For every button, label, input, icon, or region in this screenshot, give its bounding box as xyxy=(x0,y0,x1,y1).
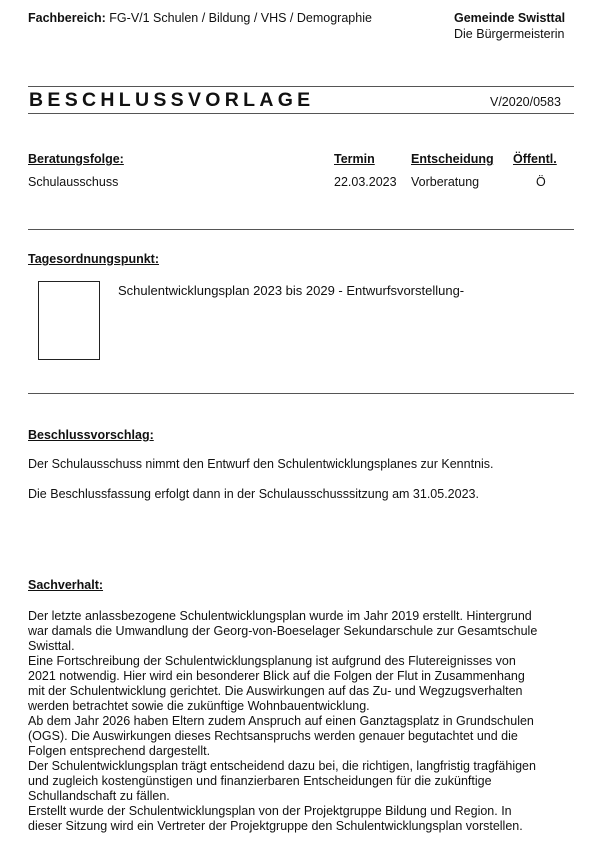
agenda-item-text: Schulentwicklungsplan 2023 bis 2029 - Entwurfsvorstellung- xyxy=(118,283,465,298)
consultation-body: Schulausschuss xyxy=(28,175,119,189)
section-divider-2 xyxy=(28,393,574,394)
consultation-header-decision: Entscheidung xyxy=(411,152,494,166)
agenda-number-box xyxy=(38,281,100,360)
department-label: Fachbereich: xyxy=(28,11,106,25)
section-divider-1 xyxy=(28,229,574,230)
document-title: BESCHLUSSVORLAGE xyxy=(29,89,315,111)
resolution-proposal-heading: Beschlussvorschlag: xyxy=(28,428,154,442)
title-rule-bottom xyxy=(28,113,574,114)
facts-line: werden betrachtet sowie die zukünftige Wohnbauentwicklung. xyxy=(28,699,370,713)
facts-line: und zugleich kostengünstigen und finanzierbaren Entscheidungen für die zukünftige xyxy=(28,774,492,788)
consultation-public: Ö xyxy=(536,175,546,189)
department-value: FG-V/1 Schulen / Bildung / VHS / Demographie xyxy=(109,11,372,25)
agenda-item-heading: Tagesordnungspunkt: xyxy=(28,252,160,266)
document-number: V/2020/0583 xyxy=(490,95,561,109)
facts-line: 2021 notwendig. Hier wird ein besonderer Blick auf die Folgen der Flut in Zusammenhang xyxy=(28,669,525,683)
facts-line: Der Schulentwicklungsplan trägt entscheidend dazu bei, die richtigen, langfristig tragfähigen xyxy=(28,759,536,773)
consultation-decision: Vorberatung xyxy=(411,175,480,189)
consultation-header-public: Öffentl. xyxy=(513,152,557,166)
facts-line: Eine Fortschreibung der Schulentwicklungsplanung ist aufgrund des Flutereignisses von xyxy=(28,654,516,668)
resolution-paragraph-1: Der Schulausschuss nimmt den Entwurf den Schulentwicklungsplanes zur Kenntnis. xyxy=(28,457,494,471)
facts-heading: Sachverhalt: xyxy=(28,578,104,592)
facts-line: (OGS). Die Auswirkungen dieses Rechtsanspruchs werden genauer begutachtet und die xyxy=(28,729,518,743)
facts-line: Swisttal. xyxy=(28,639,75,653)
facts-line: war damals die Umwandlung der Georg-von-Boeselager Sekundarschule zur Gesamtschule xyxy=(28,624,538,638)
consultation-header-date: Termin xyxy=(334,152,375,166)
facts-line: dieser Sitzung wird ein Vertreter der Projektgruppe den Schulentwicklungsplan vorstellen. xyxy=(28,819,523,833)
facts-line: Folgen entsprechend dargestellt. xyxy=(28,744,211,758)
mayor-label: Die Bürgermeisterin xyxy=(454,27,565,41)
facts-line: Ab dem Jahr 2026 haben Eltern zudem Anspruch auf einen Ganztagsplatz in Grundschulen xyxy=(28,714,534,728)
facts-line: Der letzte anlassbezogene Schulentwicklungsplan wurde im Jahr 2019 erstellt. Hintergrund xyxy=(28,609,532,623)
title-rule-top xyxy=(28,86,574,87)
facts-body xyxy=(28,609,537,834)
department-line xyxy=(28,11,372,25)
resolution-paragraph-2: Die Beschlussfassung erfolgt dann in der Schulausschusssitzung am 31.05.2023. xyxy=(28,487,479,501)
consultation-header-sequence: Beratungsfolge: xyxy=(28,152,124,166)
municipality-name: Gemeinde Swisttal xyxy=(454,11,566,25)
facts-line: Erstellt wurde der Schulentwicklungsplan von der Projektgruppe Bildung und Region. In xyxy=(28,804,512,818)
facts-line: Schullandschaft zu fällen. xyxy=(28,789,170,803)
facts-line: mit der Schulentwicklung gerichtet. Die Auswirkungen auf das Zu- und Wegzugsverhalten xyxy=(28,684,523,698)
consultation-date: 22.03.2023 xyxy=(334,175,397,189)
